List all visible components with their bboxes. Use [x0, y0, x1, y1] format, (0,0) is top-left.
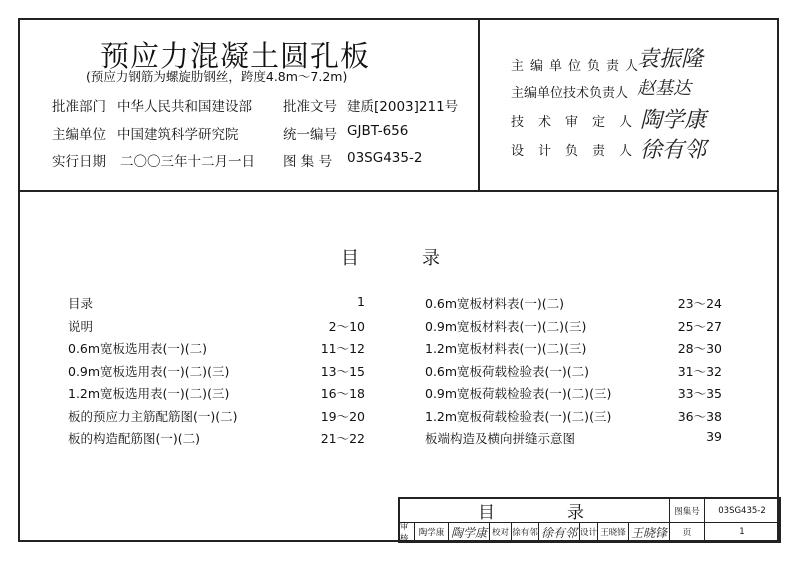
atlas-subtitle: (预应力钢筋为螺旋肋钢丝，跨度4.8m～7.2m) — [86, 69, 348, 84]
check-label: 校对 — [490, 523, 512, 541]
field-value: GJBT-656 — [347, 123, 409, 139]
toc-entry-pages: 33～35 — [677, 386, 722, 401]
toc-entry-label: 板的构造配筋图(一)(二) — [68, 431, 201, 446]
check-signature: 徐有邻 — [539, 523, 580, 541]
responsible-label: 设计负责人 — [511, 144, 647, 159]
field-label: 批准文号 — [283, 99, 337, 115]
field-value: 二〇〇三年十二月一日 — [120, 154, 255, 170]
toc-entry-label: 0.9m宽板选用表(一)(二)(三) — [68, 363, 230, 379]
field-value: 中华人民共和国建设部 — [117, 99, 252, 115]
toc-entry-pages: 16～18 — [320, 386, 365, 401]
toc-heading: 录 — [422, 248, 440, 269]
design-signature: 王晓锋 — [629, 523, 670, 541]
atlas-title: 预应力混凝土圆孔板 — [100, 39, 371, 73]
toc-heading: 目 — [341, 248, 359, 269]
field-label: 图 集 号 — [283, 154, 333, 170]
responsible-label: 技术审定人 — [511, 115, 647, 130]
design-label: 设计 — [580, 523, 598, 541]
title-char: 目 — [478, 503, 495, 523]
design-name: 王晓锋 — [598, 523, 629, 541]
atlas-value: 03SG435-2 — [705, 499, 779, 523]
field-value: 03SG435-2 — [347, 150, 423, 166]
review-label: 审核 — [400, 523, 415, 541]
field-label: 实行日期 — [52, 154, 106, 170]
title-block — [398, 497, 781, 543]
title-block-title — [400, 499, 670, 523]
atlas-label: 图集号 — [670, 499, 705, 523]
field-label: 统一编号 — [283, 127, 337, 143]
toc-entry-label: 目录 — [68, 296, 94, 311]
field-label: 主编单位 — [52, 127, 106, 143]
toc-entry-pages: 1 — [357, 294, 365, 309]
toc-entry-label: 说明 — [68, 318, 94, 334]
toc-entry-pages: 23～24 — [677, 296, 722, 311]
toc-entry-pages: 19～20 — [320, 408, 365, 424]
toc-entry-pages: 25～27 — [677, 318, 722, 334]
signature: 陶学康 — [640, 108, 707, 133]
field-value: 建质[2003]211号 — [347, 99, 459, 115]
toc-entry-pages: 39 — [706, 429, 722, 444]
responsible-label: 主编单位负责人 — [511, 59, 645, 74]
toc-entry-pages: 28～30 — [677, 341, 722, 356]
page-value: 1 — [739, 527, 745, 537]
field-value: 中国建筑科学研究院 — [117, 127, 239, 143]
toc-entry-label: 0.6m宽板荷载检验表(一)(二) — [425, 363, 590, 379]
review-signature: 陶学康 — [449, 523, 490, 541]
toc-entry-pages: 2～10 — [328, 318, 365, 334]
signature: 袁振隆 — [637, 47, 704, 72]
toc-entry-label: 0.6m宽板选用表(一)(二) — [68, 341, 208, 356]
toc-entry-label: 1.2m宽板荷载检验表(一)(二)(三) — [425, 408, 612, 424]
toc-entry-label: 板端构造及横向拼缝示意图 — [425, 431, 576, 446]
toc-entry-pages: 21～22 — [320, 431, 365, 446]
toc-entry-pages: 36～38 — [677, 408, 722, 424]
toc-entry-label: 1.2m宽板选用表(一)(二)(三) — [68, 386, 230, 401]
header-divider — [478, 18, 480, 190]
title-char: 录 — [567, 503, 584, 523]
toc-entry-pages: 31～32 — [677, 363, 722, 379]
toc-entry-label: 板的预应力主筋配筋图(一)(二) — [68, 408, 238, 424]
toc-entry-label: 0.9m宽板荷载检验表(一)(二)(三) — [425, 386, 612, 401]
page-label: 页 — [670, 523, 705, 541]
toc-entry-label: 1.2m宽板材料表(一)(二)(三) — [425, 341, 587, 356]
check-name: 徐有邻 — [512, 523, 539, 541]
toc-entry-pages: 13～15 — [320, 363, 365, 379]
responsible-label: 主编单位技术负责人 — [511, 86, 629, 101]
toc-entry-label: 0.6m宽板材料表(一)(二) — [425, 296, 565, 311]
toc-entry-label: 0.9m宽板材料表(一)(二)(三) — [425, 318, 587, 334]
field-label: 批准部门 — [52, 99, 106, 115]
toc-entry-pages: 11～12 — [320, 341, 365, 356]
review-name: 陶学康 — [415, 523, 449, 541]
signature: 赵基达 — [637, 78, 691, 99]
signature: 徐有邻 — [640, 138, 707, 163]
